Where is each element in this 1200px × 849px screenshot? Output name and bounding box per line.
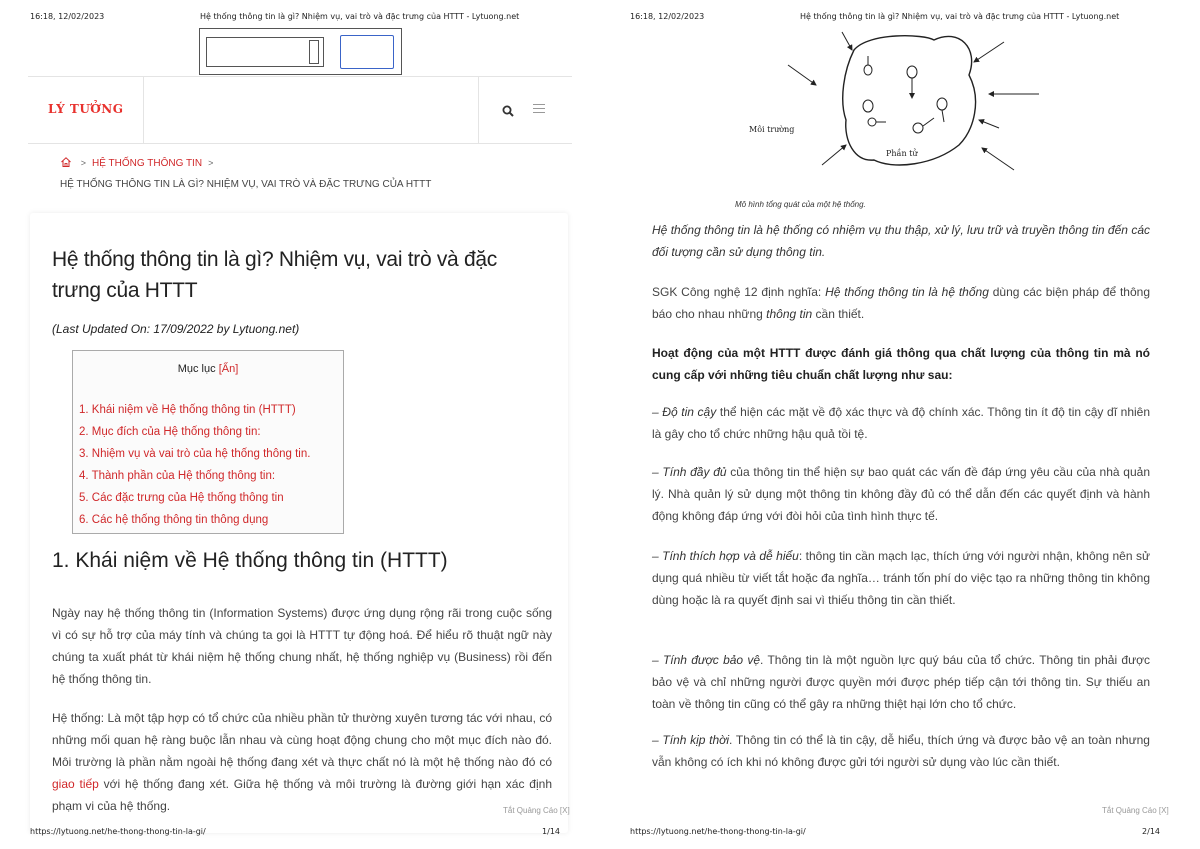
giao-tiep-link[interactable]: giao tiếp [52, 777, 99, 791]
toc-item[interactable]: 2. Mục đích của Hệ thống thông tin: [79, 426, 261, 438]
toc-item[interactable]: 5. Các đặc trưng của Hệ thống thông tin [79, 492, 284, 504]
pdf-footer [630, 827, 1170, 839]
last-updated: (Last Updated On: 17/09/2022 by Lytuong.net) [52, 322, 300, 336]
breadcrumb-current: HỆ THỐNG THÔNG TIN LÀ GÌ? NHIỆM VỤ, VAI TRÒ VÀ ĐẶC TRƯNG CỦA HTTT [60, 179, 432, 190]
paragraph: Ngày nay hệ thống thông tin (Information Systems) được ứng dụng rộng rãi trong cuộc sống vì có sự hỗ trợ của máy tính và chúng ta gọi là HTTT tự động hoá. Để hiểu rõ thuật ngữ này chúng ta xuất phát từ khái niệm hệ thống chung nhất, hệ thống nghiệp vụ (Business) rồi đến hệ thống thông tin. [52, 606, 552, 686]
toc-label: Mục lục [177, 363, 216, 375]
paragraph: SGK Công nghệ 12 định nghĩa: Hệ thống thông tin là hệ thống dùng các biện pháp để thông báo cho nhau những thông tin cần thiết. [652, 285, 1150, 321]
site-logo[interactable]: LÝ TƯỞNG [48, 102, 124, 116]
pdf-footer [30, 827, 570, 839]
toc-heading [73, 363, 343, 375]
article-title: Hệ thống thông tin là gì? Nhiệm vụ, vai trò và đặc trưng của HTTT [52, 248, 497, 302]
diagram-label-environment: Môi trường [749, 125, 795, 134]
menu-icon[interactable] [533, 104, 545, 116]
paragraph-bold: Hoạt động của một HTTT được đánh giá thông qua chất lượng của thông tin mà nó cung cấp với những tiêu chuẩn chất lượng như sau: [652, 346, 1150, 382]
ad-frame [206, 37, 324, 67]
page-number: 2/14 [1142, 827, 1160, 836]
diagram-label-element: Phần tử [886, 149, 918, 158]
toc-toggle[interactable]: [Ẩn] [218, 363, 239, 375]
toc-item[interactable]: 1. Khái niệm về Hệ thống thông tin (HTTT) [79, 404, 296, 416]
page-number: 1/14 [542, 827, 560, 836]
criterion-relevance: – Tính thích hợp và dễ hiểu: thông tin cần mạch lạc, thích ứng với người nhận, không nên sử dụng quá nhiều từ viết tắt hoặc đa nghĩa… tránh tốn phí do việc tạo ra những thông tin không dùng hoặc là ra quyết định sai vì thiếu thông tin cần thiết. [652, 549, 1151, 607]
table-of-contents [72, 350, 344, 534]
print-title: Hệ thống thông tin là gì? Nhiệm vụ, vai trò và đặc trưng của HTTT - Lytuong.net [200, 12, 520, 21]
definition-paragraph: Hệ thống thông tin là hệ thống có nhiệm vụ thu thập, xử lý, lưu trữ và truyền thông tin đến các đối tượng cần sử dụng thông tin. [652, 223, 1150, 259]
toc-item[interactable]: 4. Thành phần của Hệ thống thông tin: [79, 470, 276, 482]
breadcrumb-category[interactable]: HỆ THỐNG THÔNG TIN [92, 158, 203, 169]
breadcrumb: > HỆ THỐNG THÔNG TIN > [60, 156, 219, 169]
article-card [30, 213, 568, 833]
pdf-header [30, 12, 570, 24]
close-ad-button[interactable]: Tắt Quảng Cáo [X] [503, 806, 570, 815]
criterion-completeness: – Tính đầy đủ của thông tin thể hiện sự bao quát các vấn đề đáp ứng yêu cầu của nhà quản lý. Nhà quản lý sử dụng một thông tin không đầy đủ có thể dẫn đến các quyết định và hành động không đáp ứng với đòi hỏi của tình hình thực tế. [652, 465, 1150, 523]
toc-list [79, 399, 310, 531]
print-timestamp: 16:18, 12/02/2023 [630, 12, 705, 21]
close-ad-button[interactable]: Tắt Quảng Cáo [X] [1102, 806, 1169, 815]
site-header [28, 76, 572, 144]
figure-caption: Mô hình tổng quát của một hệ thống. [735, 200, 866, 209]
ad-button[interactable] [340, 35, 394, 69]
paragraph: Hệ thống: Là một tập hợp có tổ chức của nhiều phần tử thường xuyên tương tác với nhau, có những mối quan hệ ràng buộc lẫn nhau và cùng hoạt động chung cho một mục đích nào đó. Môi trường là phần nằm ngoài hệ thống đang xét và thực chất nó là một hệ thống nào đó có giao tiếp với hệ thống đang xét. Giữa hệ thống và môi trường là đường giới hạn xác định phạm vi của hệ thống. [52, 711, 552, 813]
print-timestamp: 16:18, 12/02/2023 [30, 12, 105, 21]
print-url: https://lytuong.net/he-thong-thong-tin-la-gi/ [630, 827, 806, 836]
system-diagram [749, 20, 1044, 200]
section-heading: 1. Khái niệm về Hệ thống thông tin (HTTT) [52, 549, 448, 572]
ad-placeholder[interactable] [199, 28, 402, 75]
criterion-protection: – Tính được bảo vệ. Thông tin là một nguồn lực quý báu của tổ chức. Thông tin phải được bảo vệ và chỉ những người được quyền mới được phép tiếp cận tới thông tin. Sự thiếu an toàn về thông tin cũng có thể gây ra những thiệt hại lớn cho tổ chức. [652, 653, 1151, 711]
home-icon[interactable] [60, 156, 72, 168]
search-icon[interactable] [502, 105, 514, 117]
print-title: Hệ thống thông tin là gì? Nhiệm vụ, vai trò và đặc trưng của HTTT - Lytuong.net [800, 12, 1120, 21]
criterion-reliability: – Độ tin cậy thể hiện các mặt về độ xác thực và độ chính xác. Thông tin ít độ tin cậy dĩ nhiên là gây cho tổ chức những hậu quả tồi tệ. [652, 405, 1151, 441]
toc-item[interactable]: 3. Nhiệm vụ và vai trò của hệ thống thông tin. [79, 448, 311, 460]
criterion-timeliness: – Tính kịp thời. Thông tin có thể là tin cậy, dễ hiểu, thích ứng và được bảo vệ an toàn nhưng vẫn không có ích khi nó không được gửi tới người sử dụng vào lúc cần thiết. [652, 733, 1150, 769]
toc-item[interactable]: 6. Các hệ thống thông tin thông dụng [79, 514, 269, 526]
print-url: https://lytuong.net/he-thong-thong-tin-la-gi/ [30, 827, 206, 836]
